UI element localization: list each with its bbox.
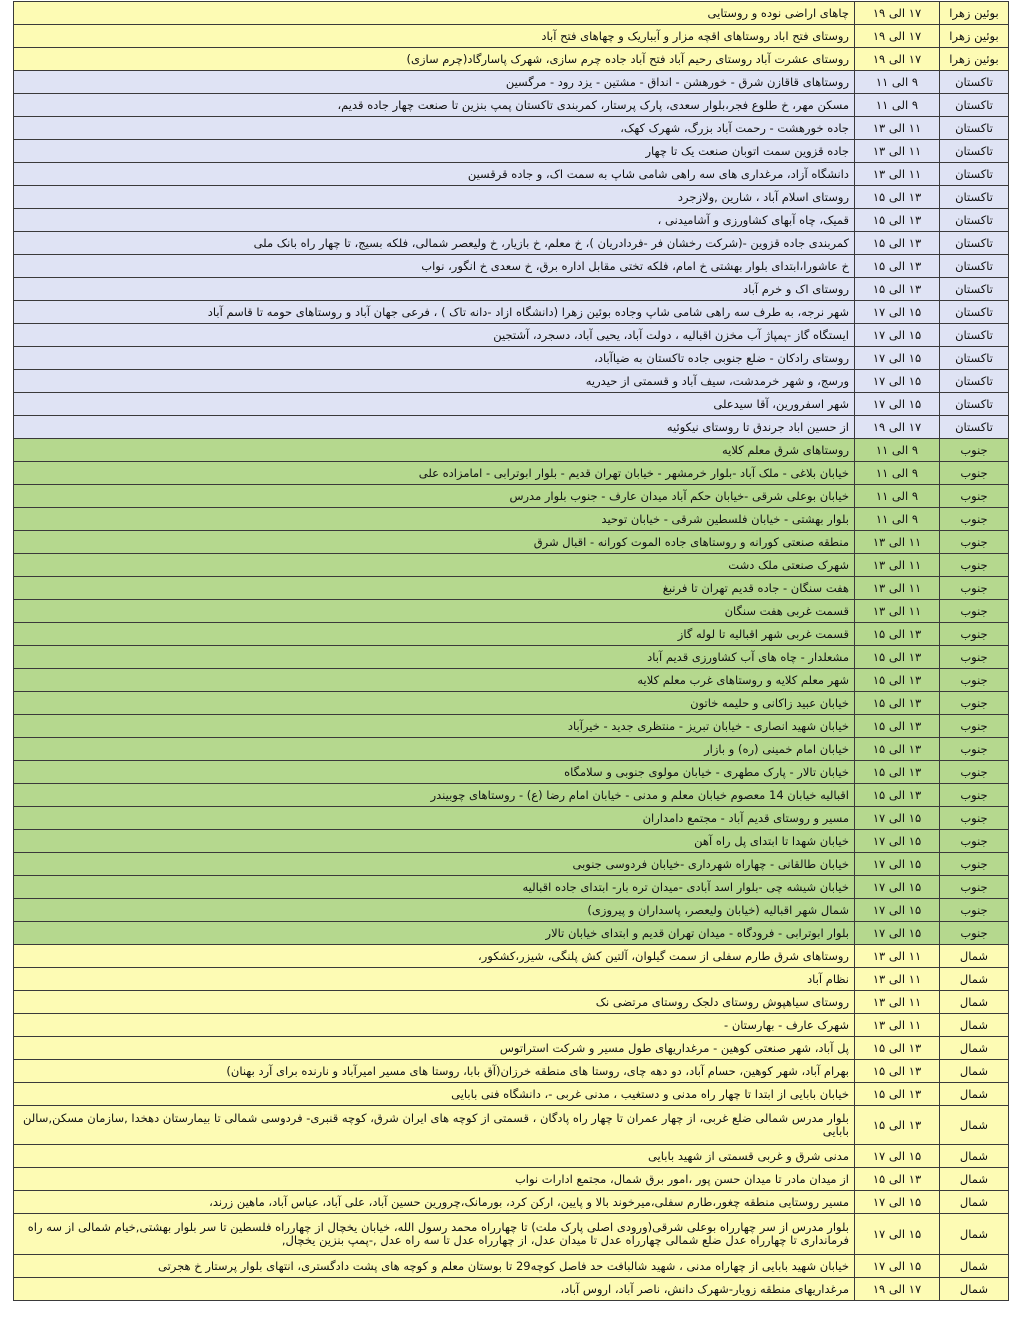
table-row: [14, 1145, 1009, 1168]
time-cell: ۱۵ الی ۱۷: [855, 1145, 940, 1168]
area-cell: شهر نرجه، به طرف سه راهی شامی شاپ وجاده بوئین زهرا (دانشگاه ازاد -دانه تاک ) ، فرعی جهان آباد و روستاهای حومه تا قاسم آباد: [14, 301, 855, 324]
area-cell: پل آباد، شهر صنعتی کوهین - مرغداریهای طول مسیر و شرکت استراتوس: [14, 1037, 855, 1060]
area-cell: روستاهای شرق طارم سفلی از سمت گیلوان، آلتین کش پلنگی، شیزر،کشکور،: [14, 945, 855, 968]
table-row: [14, 991, 1009, 1014]
region-cell: جنوب: [940, 508, 1009, 531]
area-cell: قمیک، چاه آبهای کشاورزی و آشامیدنی ،: [14, 209, 855, 232]
time-cell: ۱۱ الی ۱۳: [855, 968, 940, 991]
area-cell: مسکن مهر، خ طلوع فجر،بلوار سعدی، پارک پرستار، کمربندی تاکستان پمپ بنزین تا صنعت چهار جاده قدیم،: [14, 94, 855, 117]
table-row: [14, 1278, 1009, 1301]
area-cell: روستاهای قاقازن شرق - خورهشن - انداق - مشتین - یزد رود - مرگسین: [14, 71, 855, 94]
region-cell: شمال: [940, 1106, 1009, 1145]
area-cell: شهرک صنعتی ملک دشت: [14, 554, 855, 577]
time-cell: ۹ الی ۱۱: [855, 94, 940, 117]
table-row: [14, 853, 1009, 876]
time-cell: ۱۳ الی ۱۵: [855, 232, 940, 255]
time-cell: ۱۱ الی ۱۳: [855, 117, 940, 140]
area-cell: خیابان شیشه چی -بلوار اسد آبادی -میدان تره بار- ابتدای جاده اقبالیه: [14, 876, 855, 899]
area-cell: شهرک عارف - بهارستان -: [14, 1014, 855, 1037]
area-cell: روستای عشرت آباد روستای رحیم آباد فتح آباد جاده چرم سازی، شهرک پاسارگاد(چرم سازی): [14, 48, 855, 71]
area-cell: مسیر و روستای قدیم آباد - مجتمع دامداران: [14, 807, 855, 830]
region-cell: تاکستان: [940, 209, 1009, 232]
table-row: [14, 1106, 1009, 1145]
table-row: [14, 370, 1009, 393]
time-cell: ۱۱ الی ۱۳: [855, 991, 940, 1014]
table-row: [14, 439, 1009, 462]
table-row: [14, 715, 1009, 738]
region-cell: شمال: [940, 945, 1009, 968]
time-cell: ۱۳ الی ۱۵: [855, 278, 940, 301]
time-cell: ۱۳ الی ۱۵: [855, 1168, 940, 1191]
region-cell: تاکستان: [940, 232, 1009, 255]
time-cell: ۱۳ الی ۱۵: [855, 209, 940, 232]
region-cell: جنوب: [940, 853, 1009, 876]
table-row: [14, 761, 1009, 784]
area-cell: چاهای اراضی نوده و روستایی: [14, 2, 855, 25]
area-cell: جاده قزوین سمت اتوبان صنعت یک تا چهار: [14, 140, 855, 163]
time-cell: ۱۵ الی ۱۷: [855, 876, 940, 899]
table-row: [14, 1214, 1009, 1255]
table-row: [14, 25, 1009, 48]
area-cell: خیابان تالار - پارک مطهری - خیابان مولوی جنوبی و سلامگاه: [14, 761, 855, 784]
region-cell: تاکستان: [940, 301, 1009, 324]
time-cell: ۱۷ الی ۱۹: [855, 2, 940, 25]
table-row: [14, 209, 1009, 232]
time-cell: ۱۳ الی ۱۵: [855, 761, 940, 784]
time-cell: ۱۳ الی ۱۵: [855, 1060, 940, 1083]
region-cell: جنوب: [940, 784, 1009, 807]
region-cell: جنوب: [940, 554, 1009, 577]
table-row: [14, 1191, 1009, 1214]
area-cell: خیابان شهید انصاری - خیابان تبریز - منتظری جدید - خیرآباد: [14, 715, 855, 738]
area-cell: جاده خورهشت - رحمت آباد بزرگ، شهرک کهک،: [14, 117, 855, 140]
region-cell: بوئین زهرا: [940, 48, 1009, 71]
table-row: [14, 94, 1009, 117]
time-cell: ۱۳ الی ۱۵: [855, 646, 940, 669]
region-cell: جنوب: [940, 692, 1009, 715]
region-cell: تاکستان: [940, 278, 1009, 301]
region-cell: جنوب: [940, 738, 1009, 761]
region-cell: شمال: [940, 968, 1009, 991]
area-cell: قسمت غربی شهر اقبالیه تا لوله گاز: [14, 623, 855, 646]
time-cell: ۱۵ الی ۱۷: [855, 1214, 940, 1255]
area-cell: اقبالیه خیابان 14 معصوم خیابان معلم و مدنی - خیابان امام رضا (ع) - روستاهای چوبیندر: [14, 784, 855, 807]
area-cell: شهر معلم کلایه و روستاهای غرب معلم کلایه: [14, 669, 855, 692]
region-cell: شمال: [940, 1145, 1009, 1168]
region-cell: جنوب: [940, 623, 1009, 646]
area-cell: بلوار ابوترابی - فرودگاه - میدان تهران قدیم و ابتدای خیابان تالار: [14, 922, 855, 945]
area-cell: نظام آباد: [14, 968, 855, 991]
region-cell: شمال: [940, 1214, 1009, 1255]
time-cell: ۱۳ الی ۱۵: [855, 738, 940, 761]
region-cell: بوئین زهرا: [940, 2, 1009, 25]
area-cell: خیابان بلاغی - ملک آباد -بلوار خرمشهر - خیابان تهران قدیم - بلوار ابوترابی - امامزاده علی: [14, 462, 855, 485]
area-cell: منطقه صنعتی کورانه و روستاهای جاده الموت کورانه - اقبال شرق: [14, 531, 855, 554]
table-row: [14, 485, 1009, 508]
table-row: [14, 531, 1009, 554]
region-cell: تاکستان: [940, 186, 1009, 209]
time-cell: ۹ الی ۱۱: [855, 71, 940, 94]
table-row: [14, 1060, 1009, 1083]
area-cell: بلوار مدرس از سر چهارراه بوعلی شرقی(ورودی اصلی پارک ملت) تا چهارراه محمد رسول الله، خیابان یخچال از چهارراه فلسطین تا سر بلوار بهشتی,خیام شمالی از سه راه فرمانداری تا چهارراه عدل ضلع شمالی چهارراه عدل تا میدان عدل، از چهارراه عدل تا سه راه عدل ,-پمپ بنزین یخچال,: [14, 1214, 855, 1255]
time-cell: ۱۳ الی ۱۵: [855, 1083, 940, 1106]
table-row: [14, 140, 1009, 163]
area-cell: هفت سنگان - جاده قدیم تهران تا فرنبغ: [14, 577, 855, 600]
region-cell: تاکستان: [940, 324, 1009, 347]
table-row: [14, 945, 1009, 968]
region-cell: جنوب: [940, 761, 1009, 784]
table-row: [14, 508, 1009, 531]
area-cell: مسیر روستایی منطقه چغور،طارم سفلی،میرخوند بالا و پایین، ارکن کرد، بورمانک،چرورین حسین آباد، علی آباد، عباس آباد، ماهین زرند،: [14, 1191, 855, 1214]
table-row: [14, 554, 1009, 577]
region-cell: جنوب: [940, 830, 1009, 853]
region-cell: بوئین زهرا: [940, 25, 1009, 48]
table-row: [14, 301, 1009, 324]
area-cell: خیابان بابایی از ابتدا تا چهار راه مدنی و دستغیب ، مدنی غربی -، دانشگاه فنی بابایی: [14, 1083, 855, 1106]
area-cell: کمربندی جاده قزوین -(شرکت رخشان فر -فردادریان )، خ معلم، خ بازیار، خ ولیعصر شمالی، فلکه بسیج، تا چهار راه بانک ملی: [14, 232, 855, 255]
region-cell: شمال: [940, 1278, 1009, 1301]
region-cell: جنوب: [940, 600, 1009, 623]
region-cell: شمال: [940, 1060, 1009, 1083]
region-cell: تاکستان: [940, 393, 1009, 416]
time-cell: ۱۵ الی ۱۷: [855, 347, 940, 370]
time-cell: ۱۳ الی ۱۵: [855, 255, 940, 278]
region-cell: جنوب: [940, 922, 1009, 945]
region-cell: تاکستان: [940, 117, 1009, 140]
table-row: [14, 692, 1009, 715]
time-cell: ۱۱ الی ۱۳: [855, 140, 940, 163]
table-row: [14, 462, 1009, 485]
region-cell: شمال: [940, 991, 1009, 1014]
time-cell: ۱۷ الی ۱۹: [855, 1278, 940, 1301]
time-cell: ۱۳ الی ۱۵: [855, 692, 940, 715]
region-cell: جنوب: [940, 899, 1009, 922]
time-cell: ۱۱ الی ۱۳: [855, 577, 940, 600]
time-cell: ۱۷ الی ۱۹: [855, 25, 940, 48]
time-cell: ۱۷ الی ۱۹: [855, 48, 940, 71]
region-cell: جنوب: [940, 646, 1009, 669]
region-cell: جنوب: [940, 485, 1009, 508]
region-cell: جنوب: [940, 531, 1009, 554]
table-row: [14, 669, 1009, 692]
time-cell: ۱۱ الی ۱۳: [855, 945, 940, 968]
time-cell: ۱۳ الی ۱۵: [855, 623, 940, 646]
time-cell: ۱۵ الی ۱۷: [855, 853, 940, 876]
region-cell: شمال: [940, 1083, 1009, 1106]
region-cell: تاکستان: [940, 163, 1009, 186]
table-row: [14, 416, 1009, 439]
area-cell: مرغداریهای منطقه زویار-شهرک دانش، ناصر آباد، اروس آباد،: [14, 1278, 855, 1301]
region-cell: شمال: [940, 1168, 1009, 1191]
table-row: [14, 784, 1009, 807]
table-row: [14, 623, 1009, 646]
time-cell: ۹ الی ۱۱: [855, 508, 940, 531]
region-cell: تاکستان: [940, 94, 1009, 117]
area-cell: خیابان شهید بابایی از چهاراه مدنی ، شهید شالبافت حد فاصل کوچه29 تا بوستان معلم و کوچه های پشت دادگستری، انتهای بلوار پرستار خ هجرتی: [14, 1255, 855, 1278]
table-row: [14, 255, 1009, 278]
area-cell: ورسج، و شهر خرمدشت، سیف آباد و قسمتی از حیدریه: [14, 370, 855, 393]
region-cell: جنوب: [940, 807, 1009, 830]
area-cell: خیابان بوعلی شرقی -خیابان حکم آباد میدان عارف - جنوب بلوار مدرس: [14, 485, 855, 508]
region-cell: تاکستان: [940, 71, 1009, 94]
area-cell: روستای سیاهپوش روستای دلجک روستای مرتضی نک: [14, 991, 855, 1014]
time-cell: ۱۳ الی ۱۵: [855, 1106, 940, 1145]
area-cell: خیابان امام خمینی (ره) و بازار: [14, 738, 855, 761]
area-cell: بلوار بهشتی - خیابان فلسطین شرقی - خیابان توحید: [14, 508, 855, 531]
area-cell: دانشگاه آزاد، مرغداری های سه راهی شامی شاپ به سمت اک، و جاده قرقسین: [14, 163, 855, 186]
time-cell: ۱۱ الی ۱۳: [855, 1014, 940, 1037]
region-cell: تاکستان: [940, 347, 1009, 370]
time-cell: ۱۵ الی ۱۷: [855, 324, 940, 347]
table-row: [14, 738, 1009, 761]
area-cell: ایستگاه گاز -پمپاژ آب مخزن اقبالیه ، دولت آباد، یحیی آباد، دسجرد، آشتجین: [14, 324, 855, 347]
area-cell: خیابان عبید زاکانی و حلیمه خاتون: [14, 692, 855, 715]
table-row: [14, 968, 1009, 991]
region-cell: شمال: [940, 1255, 1009, 1278]
region-cell: تاکستان: [940, 416, 1009, 439]
time-cell: ۱۱ الی ۱۳: [855, 600, 940, 623]
time-cell: ۱۵ الی ۱۷: [855, 899, 940, 922]
region-cell: شمال: [940, 1191, 1009, 1214]
table-row: [14, 347, 1009, 370]
table-row: [14, 278, 1009, 301]
table-row: [14, 117, 1009, 140]
region-cell: تاکستان: [940, 140, 1009, 163]
area-cell: خ عاشورا،ابتدای بلوار بهشتی خ امام، فلکه تختی مقابل اداره برق، خ سعدی خ انگور، نواب: [14, 255, 855, 278]
region-cell: جنوب: [940, 577, 1009, 600]
table-row: [14, 1168, 1009, 1191]
table-row: [14, 876, 1009, 899]
area-cell: بلوار مدرس شمالی ضلع غربی، از چهار عمران تا چهار راه پادگان ، قسمتی از کوچه های ایران شرق، کوچه قنبری- فردوسی شمالی تا بیمارستان دهخدا ,سازمان مسکن,سالن بابایی: [14, 1106, 855, 1145]
time-cell: ۱۱ الی ۱۳: [855, 554, 940, 577]
area-cell: روستای رادکان - ضلع جنوبی جاده تاکستان به ضیاآباد،: [14, 347, 855, 370]
area-cell: روستای اسلام آباد ، شارین ,ولازجرد: [14, 186, 855, 209]
region-cell: جنوب: [940, 876, 1009, 899]
area-cell: از میدان مادر تا میدان حسن پور ،امور برق شمال، مجتمع ادارات نواب: [14, 1168, 855, 1191]
area-cell: بهرام آباد، شهر کوهین، حسام آباد، دو دهه چای، روستا های منطقه خرزان(آق بابا، روستا های مسیر امیرآباد و نارنده برای آرد بهنان): [14, 1060, 855, 1083]
table-row: [14, 1014, 1009, 1037]
time-cell: ۱۵ الی ۱۷: [855, 830, 940, 853]
time-cell: ۱۱ الی ۱۳: [855, 531, 940, 554]
table-row: [14, 577, 1009, 600]
region-cell: جنوب: [940, 669, 1009, 692]
region-cell: تاکستان: [940, 255, 1009, 278]
time-cell: ۱۳ الی ۱۵: [855, 669, 940, 692]
time-cell: ۱۵ الی ۱۷: [855, 393, 940, 416]
table-row: [14, 830, 1009, 853]
area-cell: روستای فتح اباد روستاهای اقچه مزار و آبباریک و چهاهای فتح آباد: [14, 25, 855, 48]
time-cell: ۱۱ الی ۱۳: [855, 163, 940, 186]
area-cell: مشعلدار - چاه های آب کشاورزی قدیم آباد: [14, 646, 855, 669]
table-row: [14, 646, 1009, 669]
time-cell: ۱۳ الی ۱۵: [855, 784, 940, 807]
table-row: [14, 163, 1009, 186]
area-cell: خیابان شهدا تا ابتدای پل راه آهن: [14, 830, 855, 853]
area-cell: روستاهای شرق معلم کلایه: [14, 439, 855, 462]
table-body: [14, 2, 1009, 1301]
area-cell: از حسین اباد جرندق تا روستای نیکوئیه: [14, 416, 855, 439]
area-cell: خیابان طالقانی - چهاراه شهرداری -خیابان فردوسی جنوبی: [14, 853, 855, 876]
time-cell: ۹ الی ۱۱: [855, 485, 940, 508]
table-row: [14, 600, 1009, 623]
table-row: [14, 2, 1009, 25]
region-cell: شمال: [940, 1014, 1009, 1037]
time-cell: ۱۳ الی ۱۵: [855, 1037, 940, 1060]
region-cell: جنوب: [940, 715, 1009, 738]
area-cell: قسمت غربی هفت سنگان: [14, 600, 855, 623]
area-cell: شهر اسفرورین، آقا سیدعلی: [14, 393, 855, 416]
time-cell: ۱۵ الی ۱۷: [855, 1255, 940, 1278]
outage-schedule-table: [13, 1, 1009, 1301]
table-row: [14, 393, 1009, 416]
time-cell: ۱۵ الی ۱۷: [855, 301, 940, 324]
table-row: [14, 48, 1009, 71]
region-cell: جنوب: [940, 439, 1009, 462]
time-cell: ۱۵ الی ۱۷: [855, 807, 940, 830]
area-cell: روستای اک و خرم آباد: [14, 278, 855, 301]
time-cell: ۱۵ الی ۱۷: [855, 1191, 940, 1214]
time-cell: ۱۵ الی ۱۷: [855, 370, 940, 393]
table-row: [14, 1083, 1009, 1106]
area-cell: شمال شهر اقبالیه (خیابان ولیعصر، پاسداران و پیروزی): [14, 899, 855, 922]
table-row: [14, 899, 1009, 922]
time-cell: ۱۳ الی ۱۵: [855, 715, 940, 738]
time-cell: ۹ الی ۱۱: [855, 439, 940, 462]
table-row: [14, 1255, 1009, 1278]
region-cell: شمال: [940, 1037, 1009, 1060]
region-cell: جنوب: [940, 462, 1009, 485]
region-cell: تاکستان: [940, 370, 1009, 393]
table-row: [14, 1037, 1009, 1060]
table-row: [14, 232, 1009, 255]
time-cell: ۱۷ الی ۱۹: [855, 416, 940, 439]
time-cell: ۹ الی ۱۱: [855, 462, 940, 485]
table-row: [14, 922, 1009, 945]
table-row: [14, 71, 1009, 94]
time-cell: ۱۳ الی ۱۵: [855, 186, 940, 209]
table-row: [14, 324, 1009, 347]
time-cell: ۱۵ الی ۱۷: [855, 922, 940, 945]
area-cell: مدنی شرق و غربی قسمتی از شهید بابایی: [14, 1145, 855, 1168]
table-row: [14, 807, 1009, 830]
table-row: [14, 186, 1009, 209]
